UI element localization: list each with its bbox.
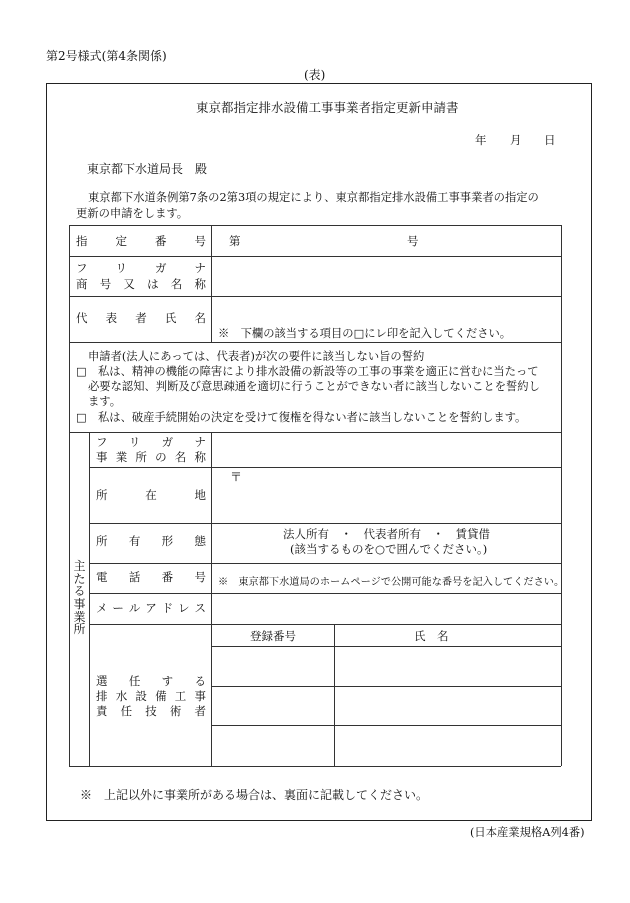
office-row-rule-4 xyxy=(89,593,561,594)
intro-line-2: 更新の申請をします。 xyxy=(76,207,189,220)
table-right-rule xyxy=(561,225,562,766)
table1-row-rule-2 xyxy=(69,296,561,297)
engineer-registration-field-3[interactable] xyxy=(214,727,332,764)
office-row-rule-2 xyxy=(89,523,561,524)
office-side-divider xyxy=(89,432,90,766)
representative-name-field[interactable] xyxy=(214,299,559,324)
trade-name-label: 商 号 又 は 名 称 xyxy=(76,277,206,291)
table1-row-rule-3 xyxy=(69,342,561,343)
representative-name-label: 代 表 者 氏 名 xyxy=(76,311,206,325)
main-office-side-label: 主 た る 事 業 所 xyxy=(73,559,86,637)
pledge-checkbox-1[interactable] xyxy=(75,365,89,379)
registration-number-header: 登録番号 xyxy=(250,629,296,643)
date-year: 年 xyxy=(475,133,487,147)
office-label-divider xyxy=(211,432,212,766)
addressee: 東京都下水道局長 殿 xyxy=(87,162,208,176)
form-title: 東京都指定排水設備工事事業者指定更新申請書 xyxy=(196,100,459,115)
engineer-label-line-2: 排 水 設 備 工 事 xyxy=(96,689,206,703)
designation-number-label: 指 定 番 号 xyxy=(76,234,206,248)
phone-number-field[interactable] xyxy=(214,565,559,576)
table-left-rule xyxy=(69,225,70,766)
pledge-checkbox-2[interactable] xyxy=(75,411,89,425)
date-month: 月 xyxy=(510,133,522,147)
designation-suffix: 号 xyxy=(407,234,419,248)
office-name-field[interactable] xyxy=(214,435,559,465)
engineer-row-rule-1 xyxy=(211,686,561,687)
engineer-registration-field-2[interactable] xyxy=(214,688,332,723)
designation-number-field[interactable] xyxy=(245,229,400,253)
office-furigana-label: フ リ ガ ナ xyxy=(96,435,206,449)
engineer-name-field-2[interactable] xyxy=(337,688,559,723)
designation-prefix: 第 xyxy=(229,234,241,248)
engineer-name-field-1[interactable] xyxy=(337,649,559,684)
office-address-field[interactable] xyxy=(214,470,559,520)
intro-line-1: 東京都下水道条例第7条の2第3項の規定により、東京都指定排水設備工事事業者の指定の xyxy=(88,191,539,204)
pledge-item-2: □ 私は、破産手続開始の決定を受けて復権を得ない者に該当しないことを誓約します。 xyxy=(76,411,527,424)
office-name-label: 事 業 所 の 名 称 xyxy=(96,450,206,464)
paper-size-note: (日本産業規格A列4番) xyxy=(470,826,585,839)
phone-number-label: 電 話 番 号 xyxy=(96,570,206,584)
engineer-name-header: 氏 名 xyxy=(414,629,449,643)
engineer-column-divider xyxy=(334,624,335,766)
additional-offices-note: ※ 上記以外に事業所がある場合は、裏面に記載してください。 xyxy=(80,788,429,802)
pledge-item-1-line-3: ます。 xyxy=(88,395,121,408)
ownership-type-label: 所 有 形 態 xyxy=(96,534,206,548)
phone-instruction: ※ 東京都下水道局のホームページで公開可能な番号を記入してください。 xyxy=(218,577,565,588)
ownership-options[interactable]: 法人所有 ・ 代表者所有 ・ 賃貸借 xyxy=(283,527,490,541)
pledge-item-1-line-2: 必要な認知、判断及び意思疎通を適切に行うことができない者に該当しないことを誓約し xyxy=(88,380,540,393)
office-address-label: 所 在 地 xyxy=(96,488,206,502)
office-row-rule-3 xyxy=(89,563,561,564)
postal-mark: 〒 xyxy=(230,470,243,484)
table-top-rule xyxy=(69,225,561,226)
engineer-name-field-3[interactable] xyxy=(337,727,559,764)
engineer-label-line-3: 責 任 技 術 者 xyxy=(96,704,206,718)
side-indicator: (表) xyxy=(304,68,326,82)
table1-row-rule-1 xyxy=(69,256,561,257)
email-address-label: メ ー ル ア ド レ ス xyxy=(96,601,206,615)
engineer-header-rule xyxy=(211,646,561,647)
form-number: 第2号様式(第4条関係) xyxy=(46,49,167,63)
table-bottom-rule xyxy=(69,766,561,767)
checkbox-instruction: ※ 下欄の該当する項目の□にレ印を記入してください。 xyxy=(218,327,512,340)
engineer-row-rule-2 xyxy=(211,725,561,726)
office-row-rule-1 xyxy=(89,467,561,468)
office-row-rule-5 xyxy=(89,624,561,625)
pledge-bottom-rule xyxy=(69,432,561,433)
trade-name-furigana-label: フ リ ガ ナ xyxy=(76,261,206,275)
table1-label-divider xyxy=(211,225,212,342)
date-day: 日 xyxy=(544,133,556,147)
ownership-instruction: (該当するものを○で囲んでください。) xyxy=(290,542,488,556)
engineer-registration-field-1[interactable] xyxy=(214,649,332,684)
pledge-item-1-line-1: □ 私は、精神の機能の障害により排水設備の新設等の工事の事業を適正に営むに当たって xyxy=(76,365,539,378)
trade-name-field[interactable] xyxy=(214,259,559,294)
engineer-label-line-1: 選 任 す る xyxy=(96,674,206,688)
pledge-heading: 申請者(法人にあっては、代表者)が次の要件に該当しない旨の誓約 xyxy=(88,350,425,363)
email-address-field[interactable] xyxy=(214,596,559,622)
